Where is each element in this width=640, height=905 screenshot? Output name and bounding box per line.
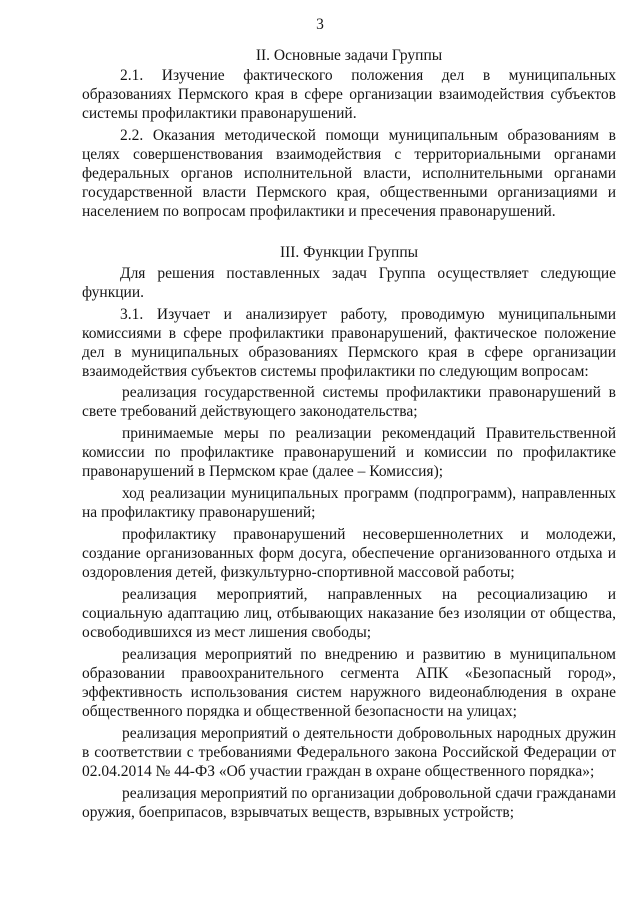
- list-item: реализация мероприятий по организации добровольной сдачи гражданами оружия, боеприпасов, взрывчатых веществ, взрывных устройств;: [82, 785, 616, 821]
- list-item: реализация государственной системы профилактики правонарушений в свете требований действующего законодательства;: [82, 384, 616, 420]
- section-3-heading: III. Функции Группы: [279, 244, 419, 261]
- page-number: 3: [316, 16, 324, 33]
- list-item: реализация мероприятий о деятельности добровольных народных дружин в соответствии с требованиями Федерального закона Российской Федерации от 02.04.2014 № 44-ФЗ «Об участии граждан в охране общественного порядка»;: [82, 725, 616, 780]
- paragraph-2-2: 2.2. Оказания методической помощи муниципальным образованиям в целях совершенствования взаимодействия с территориальными органами федеральных органов исполнительной власти, исполнительными органами государственной власти Пермского края, общественными организациями и населением по вопросам профилактики и пресечения правонарушений.: [82, 127, 616, 220]
- list-item: принимаемые меры по реализации рекомендаций Правительственной комиссии по профилактике правонарушений и комиссии по профилактике правонарушений в Пермском крае (далее – Комиссия);: [82, 425, 616, 480]
- list-item: профилактику правонарушений несовершеннолетних и молодежи, создание организованных форм досуга, обеспечение организованного отдыха и оздоровления детей, физкультурно-спортивной массовой работы;: [82, 526, 616, 581]
- section-3-intro: Для решения поставленных задач Группа осуществляет следующие функции.: [82, 265, 616, 301]
- page-content: [82, 46, 616, 822]
- section-2-heading: II. Основные задачи Группы: [255, 47, 443, 64]
- list-item: ход реализации муниципальных программ (подпрограмм), направленных на профилактику правонарушений;: [82, 485, 616, 521]
- list-item: реализация мероприятий по внедрению и развитию в муниципальном образовании правоохранительного сегмента АПК «Безопасный город», эффективность использования систем наружного видеонаблюдения в охране общественного порядка и общественной безопасности на улицах;: [82, 646, 616, 720]
- paragraph-2-1: 2.1. Изучение фактического положения дел в муниципальных образованиях Пермского края в сфере организации взаимодействия субъектов системы профилактики правонарушений.: [82, 67, 616, 122]
- list-item: реализация мероприятий, направленных на ресоциализацию и социальную адаптацию лиц, отбывающих наказание без изоляции от общества, освободившихся из мест лишения свободы;: [82, 586, 616, 641]
- paragraph-3-1: 3.1. Изучает и анализирует работу, проводимую муниципальными комиссиями в сфере профилактики правонарушений, фактическое положение дел в муниципальных образованиях Пермского края в сфере организации взаимодействия субъектов системы профилактики по следующим вопросам:: [82, 306, 616, 380]
